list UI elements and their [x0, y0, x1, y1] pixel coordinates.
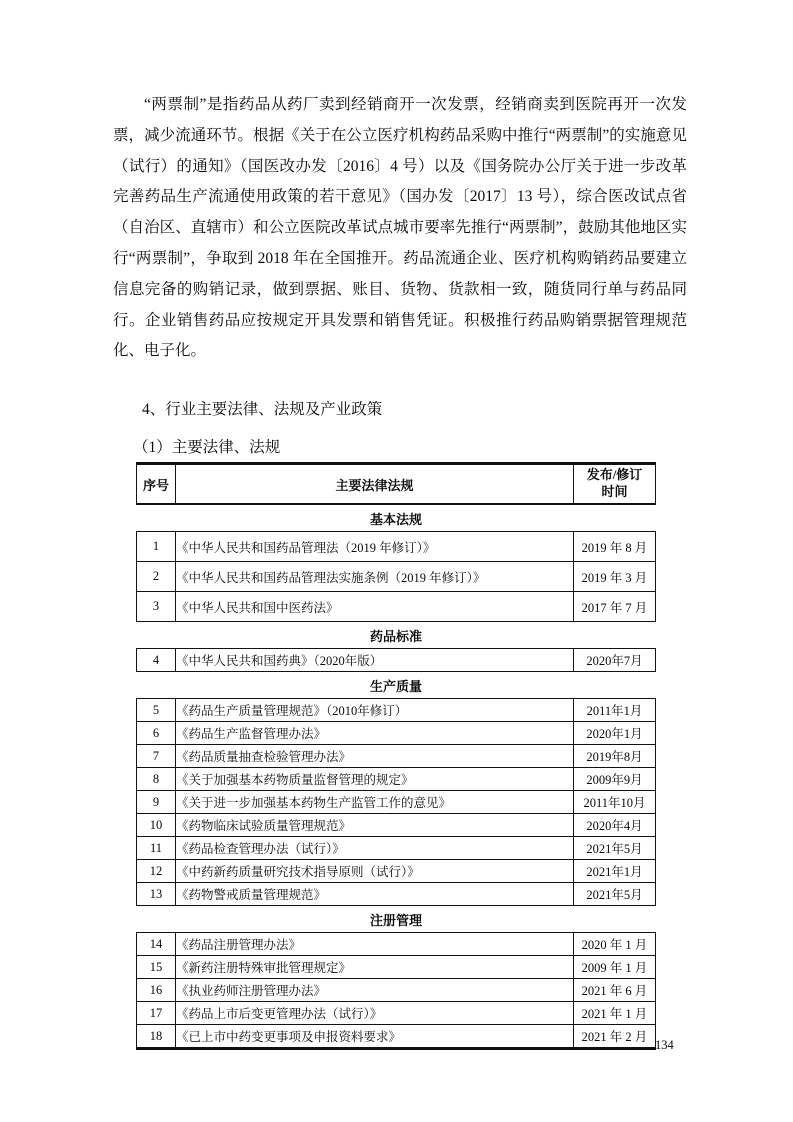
- law-name: 《药品质量抽查检验管理办法》: [176, 745, 574, 768]
- table-section-title: 药品标准: [137, 622, 656, 649]
- publish-date: 2019年8月: [574, 745, 656, 768]
- table-section-row: [137, 906, 656, 933]
- publish-date: 2009年9月: [574, 768, 656, 791]
- law-name: 《中华人民共和国药品管理法（2019 年修订）》: [176, 532, 574, 562]
- publish-date: 2011年10月: [574, 791, 656, 814]
- publish-date: 2020年4月: [574, 814, 656, 837]
- law-name: 《中华人民共和国药典》（2020年版）: [176, 649, 574, 672]
- law-name: 《执业药师注册管理办法》: [176, 979, 574, 1002]
- table-row: [137, 1025, 656, 1049]
- laws-table: [136, 462, 656, 1050]
- table-row: [137, 979, 656, 1002]
- table-row: [137, 592, 656, 622]
- law-name: 《中华人民共和国中医药法》: [176, 592, 574, 622]
- row-number: 17: [137, 1002, 176, 1025]
- table-section-title: 生产质量: [137, 672, 656, 699]
- publish-date: 2011年1月: [574, 699, 656, 722]
- table-section-row: [137, 504, 656, 532]
- row-number: 5: [137, 699, 176, 722]
- table-row: [137, 860, 656, 883]
- laws-table-body: [137, 504, 656, 1049]
- row-number: 1: [137, 532, 176, 562]
- table-row: [137, 933, 656, 956]
- column-header-date: [574, 464, 656, 505]
- row-number: 4: [137, 649, 176, 672]
- law-name: 《药品注册管理办法》: [176, 933, 574, 956]
- law-name: 《药物临床试验质量管理规范》: [176, 814, 574, 837]
- table-row: [137, 768, 656, 791]
- row-number: 16: [137, 979, 176, 1002]
- row-number: 12: [137, 860, 176, 883]
- table-row: [137, 883, 656, 906]
- table-row: [137, 532, 656, 562]
- law-name: 《药品上市后变更管理办法（试行）》: [176, 1002, 574, 1025]
- column-header-name: 主要法律法规: [176, 464, 574, 505]
- row-number: 6: [137, 722, 176, 745]
- publish-date: 2019 年 8 月: [574, 532, 656, 562]
- row-number: 15: [137, 956, 176, 979]
- law-name: 《已上市中药变更事项及申报资料要求》: [176, 1025, 574, 1049]
- publish-date: 2020年1月: [574, 722, 656, 745]
- table-section-title: 基本法规: [137, 504, 656, 532]
- row-number: 11: [137, 837, 176, 860]
- section-heading: 4、行业主要法律、法规及产业政策: [142, 401, 383, 418]
- column-header-no: 序号: [137, 464, 176, 505]
- publish-date: 2021年1月: [574, 860, 656, 883]
- row-number: 2: [137, 562, 176, 592]
- row-number: 9: [137, 791, 176, 814]
- law-name: 《药物警戒质量管理规范》: [176, 883, 574, 906]
- table-section-title: 注册管理: [137, 906, 656, 933]
- publish-date: 2021 年 2 月: [574, 1025, 656, 1049]
- publish-date: 2020 年 1 月: [574, 933, 656, 956]
- table-row: [137, 837, 656, 860]
- row-number: 3: [137, 592, 176, 622]
- publish-date: 2021 年 1 月: [574, 1002, 656, 1025]
- table-row: [137, 814, 656, 837]
- law-name: 《中药新药质量研究技术指导原则（试行）》: [176, 860, 574, 883]
- law-name: 《药品生产质量管理规范》（2010年修订）: [176, 699, 574, 722]
- column-header-date-line1: 发布/修订: [586, 467, 643, 483]
- page-number: 134: [655, 1038, 674, 1052]
- body-paragraph: “两票制”是指药品从药厂卖到经销商开一次发票，经销商卖到医院再开一次发票，减少流通环节。根据《关于在公立医疗机构药品采购中推行“两票制”的实施意见（试行）的通知》（国医改办发〔2016〕4 号）以及《国务院办公厅关于进一步改革完善药品生产流通使用政策的若干意见》（国办发〔2017〕13 号），综合医改试点省（自治区、直辖市）和公立医院改革试点城市要率先推行“两票制”，鼓励其他地区实行“两票制”，争取到 2018 年在全国推开。药品流通企业、医疗机构购销药品要建立信息完备的购销记录，做到票据、账目、货物、货款相一致，随货同行单与药品同行。企业销售药品应按规定开具发票和销售凭证。积极推行药品购销票据管理规范化、电子化。: [113, 96, 687, 360]
- publish-date: 2021年5月: [574, 883, 656, 906]
- row-number: 10: [137, 814, 176, 837]
- publish-date: 2021 年 6 月: [574, 979, 656, 1002]
- row-number: 8: [137, 768, 176, 791]
- publish-date: 2020年7月: [574, 649, 656, 672]
- table-row: [137, 745, 656, 768]
- law-name: 《药品检查管理办法（试行）》: [176, 837, 574, 860]
- subsection-heading: （1）主要法律、法规: [133, 439, 281, 456]
- table-section-row: [137, 672, 656, 699]
- table-row: [137, 649, 656, 672]
- row-number: 13: [137, 883, 176, 906]
- row-number: 7: [137, 745, 176, 768]
- row-number: 18: [137, 1025, 176, 1049]
- law-name: 《关于进一步加强基本药物生产监管工作的意见》: [176, 791, 574, 814]
- publish-date: 2009 年 1 月: [574, 956, 656, 979]
- table-header-row: [137, 464, 656, 505]
- law-name: 《新药注册特殊审批管理规定》: [176, 956, 574, 979]
- law-name: 《中华人民共和国药品管理法实施条例（2019 年修订）》: [176, 562, 574, 592]
- publish-date: 2021年5月: [574, 837, 656, 860]
- column-header-date-line2: 时间: [601, 484, 628, 499]
- table-row: [137, 699, 656, 722]
- law-name: 《关于加强基本药物质量监督管理的规定》: [176, 768, 574, 791]
- publish-date: 2017 年 7 月: [574, 592, 656, 622]
- table-row: [137, 562, 656, 592]
- law-name: 《药品生产监督管理办法》: [176, 722, 574, 745]
- table-row: [137, 1002, 656, 1025]
- table-section-row: [137, 622, 656, 649]
- table-row: [137, 791, 656, 814]
- table-row: [137, 722, 656, 745]
- publish-date: 2019 年 3 月: [574, 562, 656, 592]
- table-row: [137, 956, 656, 979]
- row-number: 14: [137, 933, 176, 956]
